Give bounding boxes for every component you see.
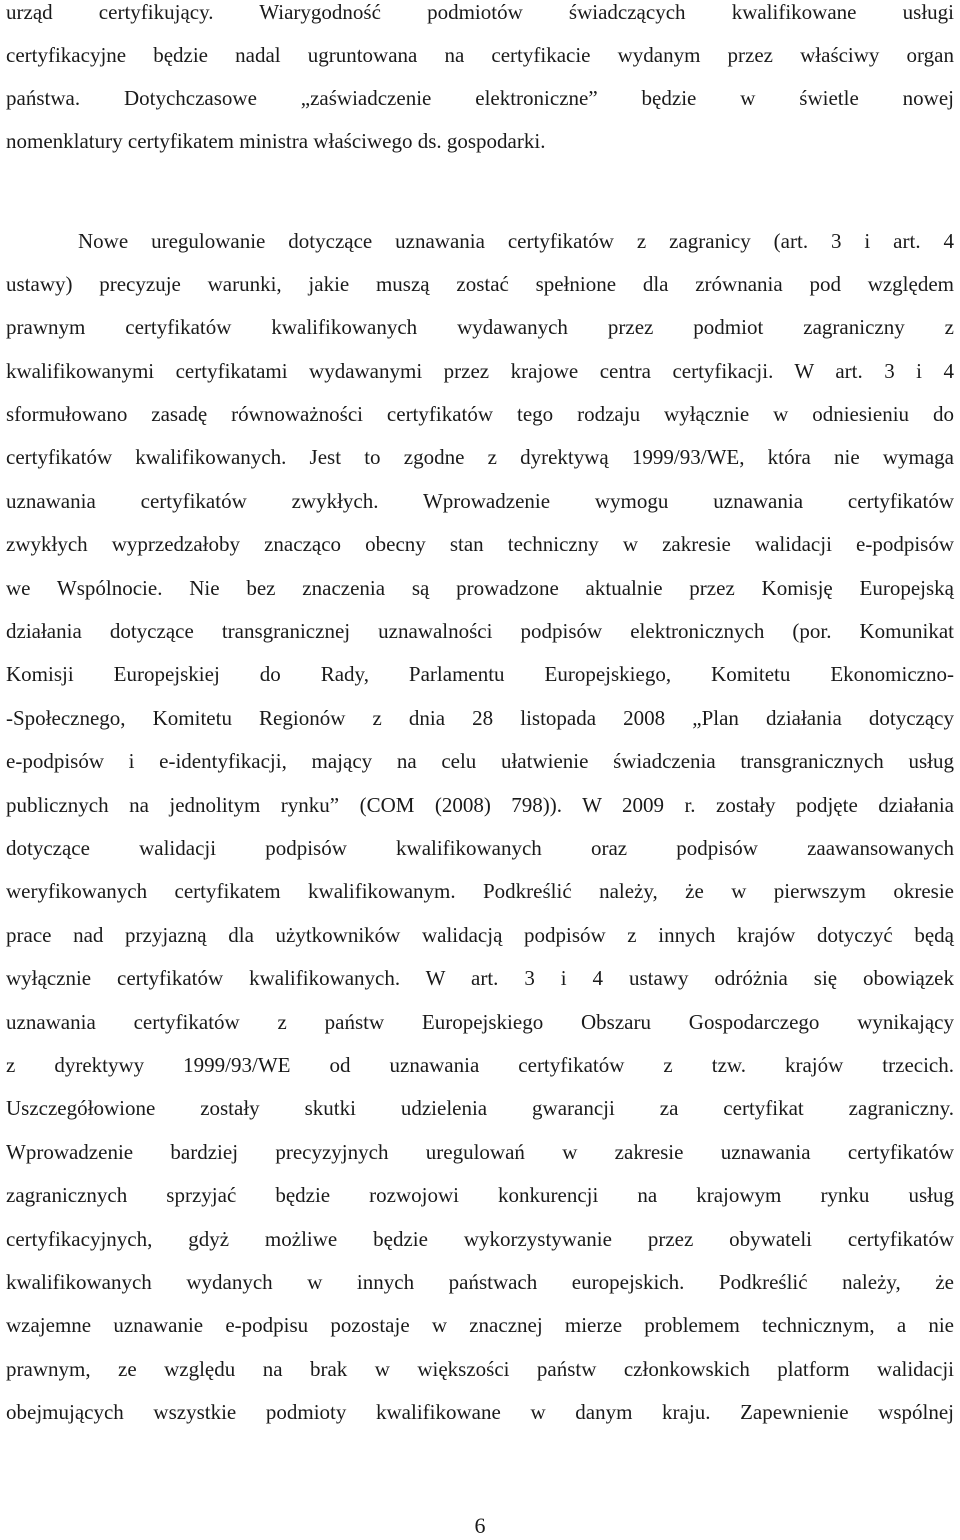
text-line: uznawania certyfikatów z państw Europejskiego Obszaru Gospodarczego wynikający [6,1010,954,1034]
text-line: zwykłych wyprzedzałoby znacząco obecny stan techniczny w zakresie walidacji e-podpisów [6,532,954,556]
text-line: dotyczące walidacji podpisów kwalifikowanych oraz podpisów zaawansowanych [6,836,954,860]
text-line: certyfikacyjnych, gdyż możliwe będzie wykorzystywanie przez obywateli certyfikatów [6,1227,954,1251]
text-line: wzajemne uznawanie e-podpisu pozostaje w znacznej mierze problemem technicznym, a nie [6,1313,954,1337]
text-line: publicznych na jednolitym rynku” (COM (2008) 798)). W 2009 r. zostały podjęte działania [6,793,954,817]
text-line: prace nad przyjazną dla użytkowników walidacją podpisów z innych krajów dotyczyć będą [6,923,954,947]
text-line: prawnym certyfikatów kwalifikowanych wydawanych przez podmiot zagraniczny z [6,315,954,339]
text-line: nomenklatury certyfikatem ministra właściwego ds. gospodarki. [6,129,546,153]
page-number: 6 [474,1513,486,1538]
text-line: sformułowano zasadę równoważności certyfikatów tego rodzaju wyłącznie w odniesieniu do [6,402,954,426]
text-line: ustawy) precyzuje warunki, jakie muszą zostać spełnione dla zrównania pod względem [6,272,954,296]
text-line: -Społecznego, Komitetu Regionów z dnia 28 listopada 2008 „Plan działania dotyczący [6,706,954,730]
text-line: Komisji Europejskiej do Rady, Parlamentu Europejskiego, Komitetu Ekonomiczno- [6,662,954,686]
text-line: urząd certyfikujący. Wiarygodność podmiotów świadczących kwalifikowane usługi [6,0,954,24]
text-line: obejmujących wszystkie podmioty kwalifikowane w danym kraju. Zapewnienie wspólnej [6,1400,954,1424]
text-line: prawnym, ze względu na brak w większości państw członkowskich platform walidacji [6,1357,954,1381]
text-line: weryfikowanych certyfikatem kwalifikowanym. Podkreślić należy, że w pierwszym okresie [6,879,954,903]
text-line: z dyrektywy 1999/93/WE od uznawania certyfikatów z tzw. krajów trzecich. [6,1053,954,1077]
text-line: kwalifikowanych wydanych w innych państwach europejskich. Podkreślić należy, że [6,1270,954,1294]
text-line: kwalifikowanymi certyfikatami wydawanymi przez krajowe centra certyfikacji. W art. 3 i 4 [6,359,954,383]
text-line: zagranicznych sprzyjać będzie rozwojowi konkurencji na krajowym rynku usług [6,1183,954,1207]
text-line: wyłącznie certyfikatów kwalifikowanych. W art. 3 i 4 ustawy odróżnia się obowiązek [6,966,954,990]
text-line: Nowe uregulowanie dotyczące uznawania certyfikatów z zagranicy (art. 3 i art. 4 [78,229,954,253]
text-line: Uszczegółowione zostały skutki udzielenia gwarancji za certyfikat zagraniczny. [6,1096,954,1120]
text-line: państwa. Dotychczasowe „zaświadczenie elektroniczne” będzie w świetle nowej [6,86,954,110]
text-line: e-podpisów i e-identyfikacji, mający na celu ułatwienie świadczenia transgranicznych usług [6,749,954,773]
text-line: uznawania certyfikatów zwykłych. Wprowadzenie wymogu uznawania certyfikatów [6,489,954,513]
text-line: we Wspólnocie. Nie bez znaczenia są prowadzone aktualnie przez Komisję Europejską [6,576,954,600]
text-line: certyfikacyjne będzie nadal ugruntowana na certyfikacie wydanym przez właściwy organ [6,43,954,67]
text-line: działania dotyczące transgranicznej uznawalności podpisów elektronicznych (por. Komunikat [6,619,954,643]
text-line: Wprowadzenie bardziej precyzyjnych uregulowań w zakresie uznawania certyfikatów [6,1140,954,1164]
text-line: certyfikatów kwalifikowanych. Jest to zgodne z dyrektywą 1999/93/WE, która nie wymaga [6,445,954,469]
